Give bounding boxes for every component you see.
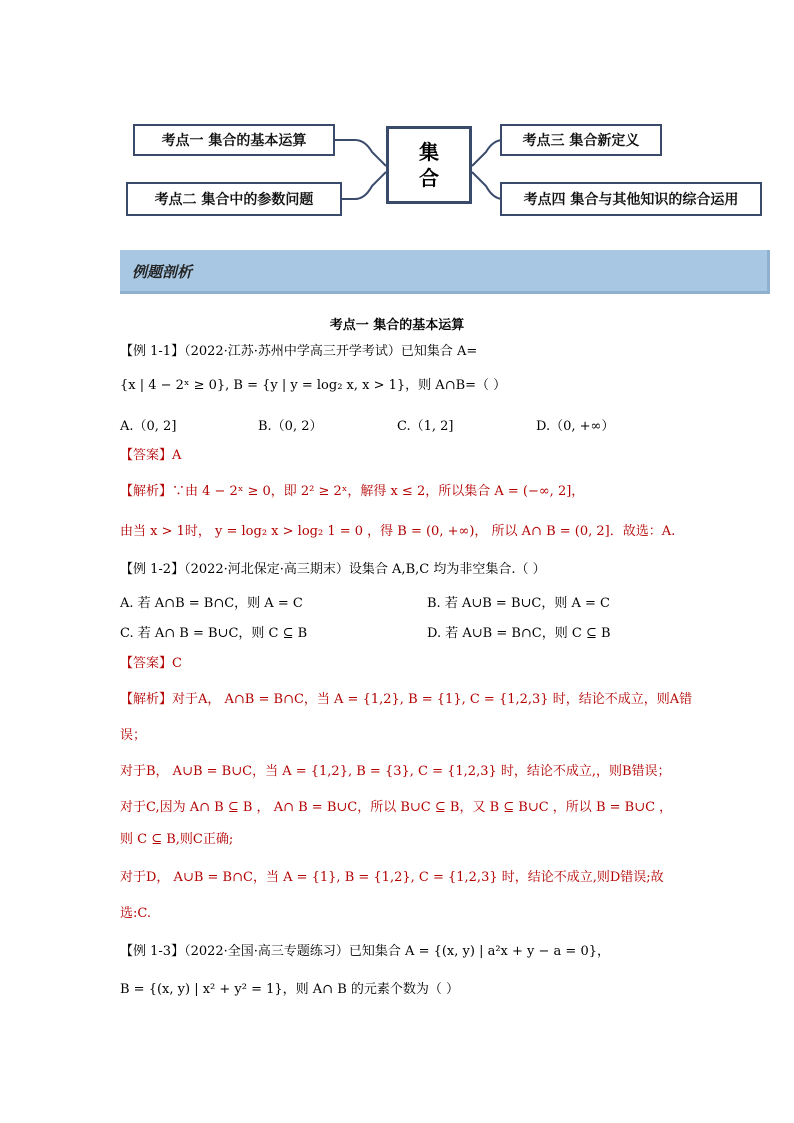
ex1-statement: {x | 4 − 2ˣ ≥ 0}, B = {y | y = log₂ x, x > 1}，则 A∩B=（ ） (120, 378, 507, 393)
ex2-explanation-6: 对于D， A∪B = B∩C，当 A = {1}, B = {1,2}, C = {1,2,3} 时，结论不成立,则D错误;故 (120, 870, 664, 885)
ex2-explanation-5: 则 C ⊆ B,则C正确; (120, 832, 234, 847)
ex2-explanation-1: 【解析】对于A， A∩B = B∩C，当 A = {1,2}, B = {1}, C = {1,2,3} 时，结论不成立，则A错 (120, 692, 693, 707)
mindmap-point4 (500, 182, 762, 216)
ex1-answer: 【答案】A (120, 448, 182, 463)
banner-title: 例题剖析 (132, 263, 193, 281)
ex1-heading: 【例 1-1】（2022·江苏·苏州中学高三开学考试）已知集合 A= (120, 344, 478, 359)
ex2-option-c: C. 若 A∩ B = B∪C，则 C ⊆ B (120, 626, 308, 641)
mindmap-point4-label: 考点四 集合与其他知识的综合运用 (523, 192, 739, 208)
ex2-option-b: B. 若 A∪B = B∪C，则 A = C (427, 596, 610, 611)
ex2-answer: 【答案】C (120, 656, 182, 671)
mindmap-point1-label: 考点一 集合的基本运算 (161, 133, 307, 149)
ex1-explanation-2: 由当 x > 1时， y = log₂ x > log₂ 1 = 0 ，得 B = (0, +∞)， 所以 A∩ B = (0, 2]．故选：A. (120, 524, 676, 539)
mindmap-point1 (133, 124, 335, 156)
ex1-option-a: A.（0, 2] (120, 419, 177, 434)
ex2-option-d: D. 若 A∪B = B∩C，则 C ⊆ B (427, 626, 611, 641)
ex2-explanation-4: 对于C,因为 A∩ B ⊆ B ， A∩ B = B∪C，所以 B∪C ⊆ B，又 B ⊆ B∪C ，所以 B = B∪C ， (120, 800, 673, 815)
section-title: 考点一 集合的基本运算 (329, 318, 465, 333)
ex2-heading: 【例 1-2】（2022·河北保定·高三期末）设集合 A,B,C 均为非空集合.（ ） (120, 562, 546, 577)
mindmap-center-char1: 集 (419, 140, 439, 164)
ex1-explanation-1: 【解析】∵由 4 − 2ˣ ≥ 0，即 2² ≥ 2ˣ，解得 x ≤ 2，所以集合 A = (−∞, 2]， (120, 484, 585, 499)
ex3-statement: B = {(x, y) | x² + y² = 1}，则 A∩ B 的元素个数为（ ） (120, 982, 460, 997)
ex2-explanation-3: 对于B， A∪B = B∪C，当 A = {1,2}, B = {3}, C = {1,2,3} 时，结论不成立,，则B错误； (120, 764, 671, 779)
ex2-option-a: A. 若 A∩B = B∩C，则 A = C (120, 596, 303, 611)
section-banner (120, 250, 770, 294)
mindmap-center (386, 126, 472, 204)
ex2-explanation-2: 误； (120, 728, 147, 743)
ex1-option-d: D.（0, +∞） (536, 419, 615, 434)
ex2-explanation-7: 选:C. (120, 906, 151, 921)
mindmap-center-char2: 合 (419, 166, 439, 190)
ex1-option-c: C.（1, 2] (397, 419, 454, 434)
mindmap-point2 (126, 182, 342, 216)
mindmap-point3-label: 考点三 集合新定义 (522, 133, 640, 149)
mindmap-point2-label: 考点二 集合中的参数问题 (154, 192, 314, 208)
ex3-heading: 【例 1-3】（2022·全国·高三专题练习）已知集合 A = {(x, y) | a²x + y − a = 0}， (120, 944, 610, 959)
ex1-option-b: B.（0, 2） (258, 419, 323, 434)
mindmap-point3 (500, 124, 662, 156)
